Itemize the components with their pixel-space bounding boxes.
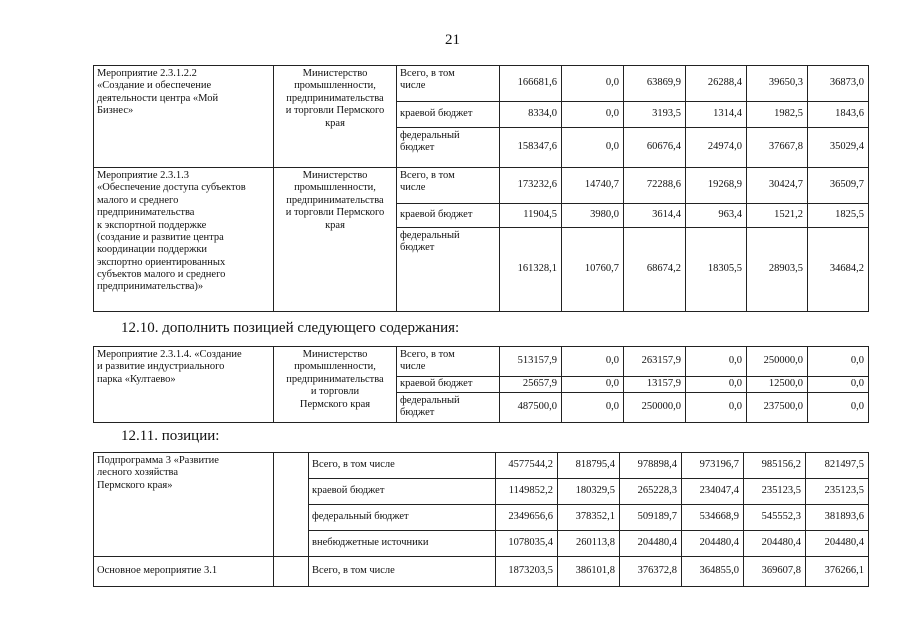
value-cell: 14740,7 [562,168,624,204]
value-cell: 161328,1 [500,228,562,312]
value-cell: 821497,5 [806,453,869,479]
value-cell: 0,0 [562,66,624,102]
value-cell: 1078035,4 [496,531,558,557]
value-cell: 0,0 [686,376,747,392]
value-cell: 0,0 [808,376,869,392]
table-row [94,66,869,102]
value-cell: 72288,6 [624,168,686,204]
value-cell: 0,0 [686,347,747,377]
value-cell: 973196,7 [682,453,744,479]
source-label: Всего, в том числе [397,168,500,204]
value-cell: 63869,9 [624,66,686,102]
table-measure-2-3-1-4 [93,346,869,423]
source-label: федеральный бюджет [397,392,500,422]
value-cell: 263157,9 [624,347,686,377]
value-cell: 1843,6 [808,102,869,128]
source-label: федеральный бюджет [309,505,496,531]
value-cell: 0,0 [562,128,624,168]
value-cell: 8334,0 [500,102,562,128]
value-cell: 376266,1 [806,557,869,587]
value-cell: 513157,9 [500,347,562,377]
source-label: краевой бюджет [309,479,496,505]
value-cell: 545552,3 [744,505,806,531]
source-label: Всего, в том числе [309,557,496,587]
executor-cell [274,557,309,587]
main-event-name: Основное мероприятие 3.1 [94,557,274,587]
value-cell: 173232,6 [500,168,562,204]
value-cell: 509189,7 [620,505,682,531]
value-cell: 36873,0 [808,66,869,102]
value-cell: 364855,0 [682,557,744,587]
table-row [94,168,869,204]
value-cell: 985156,2 [744,453,806,479]
value-cell: 2349656,6 [496,505,558,531]
value-cell: 1521,2 [747,204,808,228]
source-label: Всего, в том числе [309,453,496,479]
value-cell: 26288,4 [686,66,747,102]
table-row [94,453,869,479]
value-cell: 25657,9 [500,376,562,392]
value-cell: 35029,4 [808,128,869,168]
value-cell: 0,0 [562,376,624,392]
table-subprogram-3 [93,452,869,587]
value-cell: 30424,7 [747,168,808,204]
value-cell: 68674,2 [624,228,686,312]
value-cell: 18305,5 [686,228,747,312]
value-cell: 10760,7 [562,228,624,312]
table-measures-2-3-1 [93,65,869,312]
value-cell: 1149852,2 [496,479,558,505]
value-cell: 487500,0 [500,392,562,422]
value-cell: 13157,9 [624,376,686,392]
executor-cell [274,453,309,557]
source-label: внебюджетные источники [309,531,496,557]
value-cell: 250000,0 [624,392,686,422]
value-cell: 0,0 [686,392,747,422]
value-cell: 381893,6 [806,505,869,531]
value-cell: 963,4 [686,204,747,228]
value-cell: 204480,4 [682,531,744,557]
value-cell: 3614,4 [624,204,686,228]
value-cell: 378352,1 [558,505,620,531]
source-label: краевой бюджет [397,102,500,128]
value-cell: 978898,4 [620,453,682,479]
measure-executor: Министерство промышленности, предпринимательства и торговли Пермского края [274,66,397,168]
table-row [94,557,869,587]
value-cell: 204480,4 [744,531,806,557]
value-cell: 386101,8 [558,557,620,587]
value-cell: 534668,9 [682,505,744,531]
source-label: краевой бюджет [397,204,500,228]
value-cell: 166681,6 [500,66,562,102]
subprogram-name: Подпрограмма 3 «Развитие лесного хозяйства Пермского края» [94,453,274,557]
value-cell: 235123,5 [806,479,869,505]
value-cell: 235123,5 [744,479,806,505]
value-cell: 180329,5 [558,479,620,505]
value-cell: 4577544,2 [496,453,558,479]
value-cell: 60676,4 [624,128,686,168]
value-cell: 1982,5 [747,102,808,128]
value-cell: 369607,8 [744,557,806,587]
value-cell: 0,0 [808,392,869,422]
value-cell: 34684,2 [808,228,869,312]
value-cell: 265228,3 [620,479,682,505]
source-label: Всего, в том числе [397,347,500,377]
value-cell: 250000,0 [747,347,808,377]
value-cell: 19268,9 [686,168,747,204]
value-cell: 0,0 [562,347,624,377]
source-label: Всего, в том числе [397,66,500,102]
value-cell: 234047,4 [682,479,744,505]
value-cell: 158347,6 [500,128,562,168]
paragraph-12-11: 12.11. позиции: [121,428,220,444]
value-cell: 204480,4 [806,531,869,557]
source-label: федеральный бюджет [397,128,500,168]
source-label: краевой бюджет [397,376,500,392]
value-cell: 1314,4 [686,102,747,128]
value-cell: 1825,5 [808,204,869,228]
measure-name: Мероприятие 2.3.1.4. «Создание и развитие индустриального парка «Култаево» [94,347,274,423]
value-cell: 36509,7 [808,168,869,204]
value-cell: 3980,0 [562,204,624,228]
value-cell: 28903,5 [747,228,808,312]
value-cell: 12500,0 [747,376,808,392]
measure-name: Мероприятие 2.3.1.3 «Обеспечение доступа субъектов малого и среднего предпринимательства к экспортной поддержке (создание и развитие центра координации поддержки экспортно ориентированных субъектов малого и среднего предпринимательства)» [94,168,274,312]
source-label: федеральный бюджет [397,228,500,312]
value-cell: 39650,3 [747,66,808,102]
value-cell: 260113,8 [558,531,620,557]
value-cell: 11904,5 [500,204,562,228]
value-cell: 376372,8 [620,557,682,587]
value-cell: 37667,8 [747,128,808,168]
value-cell: 0,0 [562,392,624,422]
paragraph-12-10: 12.10. дополнить позицией следующего содержания: [121,320,460,336]
value-cell: 1873203,5 [496,557,558,587]
value-cell: 24974,0 [686,128,747,168]
value-cell: 3193,5 [624,102,686,128]
measure-name: Мероприятие 2.3.1.2.2 «Создание и обеспечение деятельности центра «Мой Бизнес» [94,66,274,168]
value-cell: 237500,0 [747,392,808,422]
table-row [94,347,869,377]
value-cell: 0,0 [808,347,869,377]
page-number: 21 [445,32,460,48]
value-cell: 0,0 [562,102,624,128]
value-cell: 204480,4 [620,531,682,557]
measure-executor: Министерство промышленности, предпринимательства и торговли Пермского края [274,168,397,312]
measure-executor: Министерство промышленности, предпринимательства и торговли Пермского края [274,347,397,423]
value-cell: 818795,4 [558,453,620,479]
